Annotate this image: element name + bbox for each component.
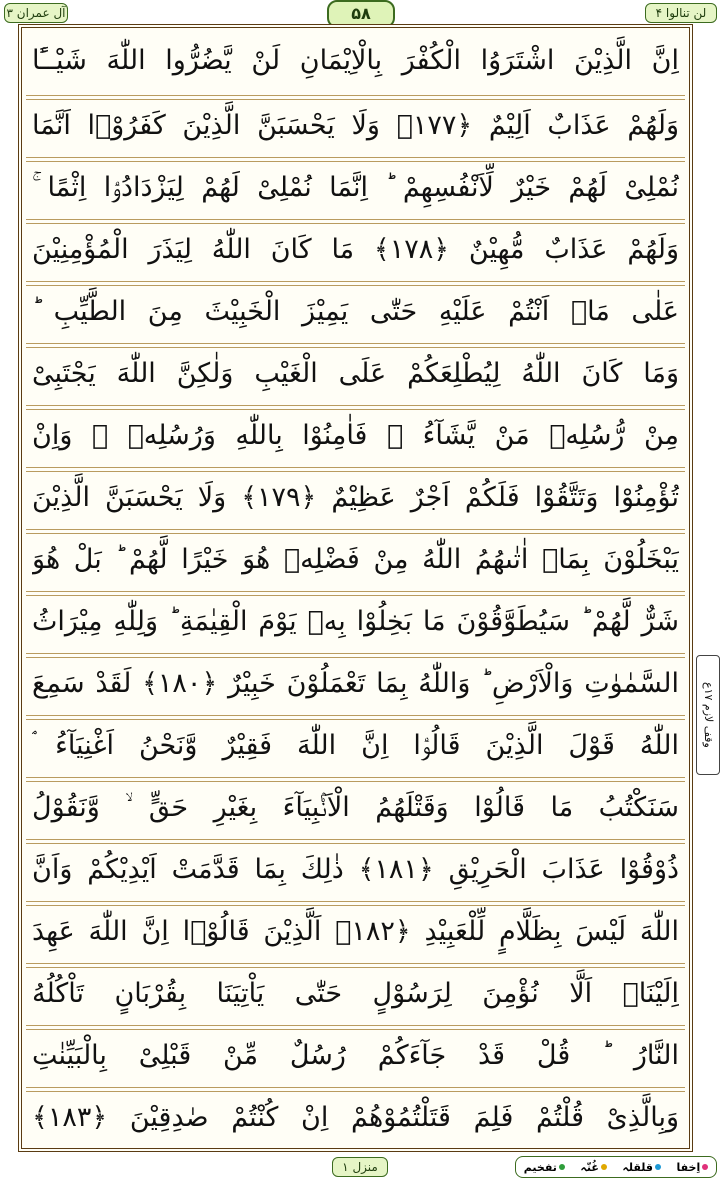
text-line: وَبِالَّذِیْ قُلْتُمْ فَلِمَ قَتَلْتُمُوْهُمْ اِنْ كُنْتُمْ صٰدِقِیْنَ ﴿۱۸۳﴾	[32, 1102, 679, 1133]
quran-page-frame	[18, 24, 693, 1152]
text-line: السَّمٰوٰتِ وَالْاَرْضِ ؕ وَاللّٰهُ بِمَا تَعْمَلُوْنَ خَبِیْرٌ ﴿۱۸۰﴾ لَقَدْ سَمِعَ	[32, 668, 679, 699]
text-line: وَمَا كَانَ اللّٰهُ لِیُطْلِعَكُمْ عَلَی الْغَیْبِ وَلٰكِنَّ اللّٰهَ یَجْتَبِیْ	[32, 358, 679, 389]
text-line: اِلَیْنَاۤ اَلَّا نُؤْمِنَ لِرَسُوْلٍ حَتّٰی یَاْتِیَنَا بِقُرْبَانٍ تَاْكُلُهُ	[32, 978, 679, 1009]
page-footer	[0, 1152, 721, 1180]
legend-dot-icon	[601, 1164, 607, 1170]
line-divider	[26, 281, 685, 286]
page-number: ۵۸	[327, 0, 395, 28]
line-divider	[26, 839, 685, 844]
text-line: مِنْ رُّسُلِهٖ مَنْ یَّشَآءُ ۪ فَاٰمِنُوْا بِاللّٰهِ وَرُسُلِهٖ ۚ وَاِنْ	[32, 420, 679, 451]
line-divider	[26, 529, 685, 534]
line-divider	[26, 157, 685, 162]
line-divider	[26, 963, 685, 968]
line-divider	[26, 1025, 685, 1030]
text-line: عَلٰی مَاۤ اَنْتُمْ عَلَیْهِ حَتّٰی یَمِیْزَ الْخَبِیْثَ مِنَ الطَّیِّبِ ؕ	[32, 296, 679, 327]
legend-item-tafkheem: تفخیم	[524, 1161, 565, 1174]
line-divider	[26, 901, 685, 906]
line-divider	[26, 591, 685, 596]
text-line: اللّٰهُ قَوْلَ الَّذِیْنَ قَالُوْۤا اِنَّ اللّٰهَ فَقِیْرٌ وَّنَحْنُ اَغْنِیَآءُ ۘ	[32, 730, 679, 761]
waqf-side-note: وقف لازم ۱۷ع	[696, 655, 720, 775]
line-divider	[26, 1087, 685, 1092]
legend-item-ikhfa: اِخفا	[676, 1161, 708, 1174]
text-line: اِنَّ الَّذِیْنَ اشْتَرَوُا الْكُفْرَ بِالْاِیْمَانِ لَنْ یَّضُرُّوا اللّٰهَ شَیْــًٔا	[32, 45, 679, 76]
line-divider	[26, 715, 685, 720]
legend-dot-icon	[559, 1164, 565, 1170]
line-divider	[26, 343, 685, 348]
line-divider	[26, 777, 685, 782]
legend-item-ghunna: غُنّہ	[580, 1161, 606, 1174]
line-divider	[26, 95, 685, 100]
legend-dot-icon	[655, 1164, 661, 1170]
line-divider	[26, 405, 685, 410]
line-divider	[26, 653, 685, 658]
legend-dot-icon	[702, 1164, 708, 1170]
text-line: ذُوْقُوْا عَذَابَ الْحَرِیْقِ ﴿۱۸۱﴾ ذٰلِكَ بِمَا قَدَّمَتْ اَیْدِیْكُمْ وَاَنَّ	[32, 854, 679, 885]
text-line: شَرٌّ لَّهُمْ ؕ سَیُطَوَّقُوْنَ مَا بَخِلُوْا بِهٖ یَوْمَ الْقِیٰمَةِ ؕ وَلِلّٰهِ مِیْرَاثُ	[32, 606, 679, 637]
text-line: یَبْخَلُوْنَ بِمَاۤ اٰتٰىهُمُ اللّٰهُ مِنْ فَضْلِهٖ هُوَ خَیْرًا لَّهُمْ ؕ بَلْ هُوَ	[32, 544, 679, 575]
text-line: تُؤْمِنُوْا وَتَتَّقُوْا فَلَكُمْ اَجْرٌ عَظِیْمٌ ﴿۱۷۹﴾ وَلَا یَحْسَبَنَّ الَّذِیْنَ	[32, 482, 679, 513]
line-divider	[26, 219, 685, 224]
text-line: سَنَكْتُبُ مَا قَالُوْا وَقَتْلَهُمُ الْاَنْۢبِیَآءَ بِغَیْرِ حَقٍّ ۙ وَّنَقُوْلُ	[32, 792, 679, 823]
text-line: نُمْلِیْ لَهُمْ خَیْرٌ لِّاَنْفُسِهِمْ ؕ اِنَّمَا نُمْلِیْ لَهُمْ لِیَزْدَادُوْۤا اِثْمًا ۚ	[32, 172, 679, 203]
text-line: وَلَهُمْ عَذَابٌ اَلِیْمٌ ﴿۱۷۷﴾ وَلَا یَحْسَبَنَّ الَّذِیْنَ كَفَرُوْۤا اَنَّمَا	[32, 110, 679, 141]
manzil-label: منزل ۱	[332, 1157, 388, 1177]
text-line: وَلَهُمْ عَذَابٌ مُّهِیْنٌ ﴿۱۷۸﴾ مَا كَانَ اللّٰهُ لِیَذَرَ الْمُؤْمِنِیْنَ	[32, 234, 679, 265]
surah-name-tab: آل عمران ۳	[4, 3, 68, 23]
text-line: اللّٰهَ لَیْسَ بِظَلَّامٍ لِّلْعَبِیْدِ ﴿۱۸۲﴾ اَلَّذِیْنَ قَالُوْۤا اِنَّ اللّٰهَ عَهِدَ	[32, 916, 679, 947]
tajweed-legend	[515, 1156, 717, 1178]
juz-name-tab: لن تنالوا ۴	[645, 3, 717, 23]
line-divider	[26, 467, 685, 472]
legend-item-qalqala: قلقلہ	[622, 1161, 661, 1174]
text-line: النَّارُ ؕ قُلْ قَدْ جَآءَكُمْ رُسُلٌ مِّنْ قَبْلِیْ بِالْبَیِّنٰتِ	[32, 1040, 679, 1071]
